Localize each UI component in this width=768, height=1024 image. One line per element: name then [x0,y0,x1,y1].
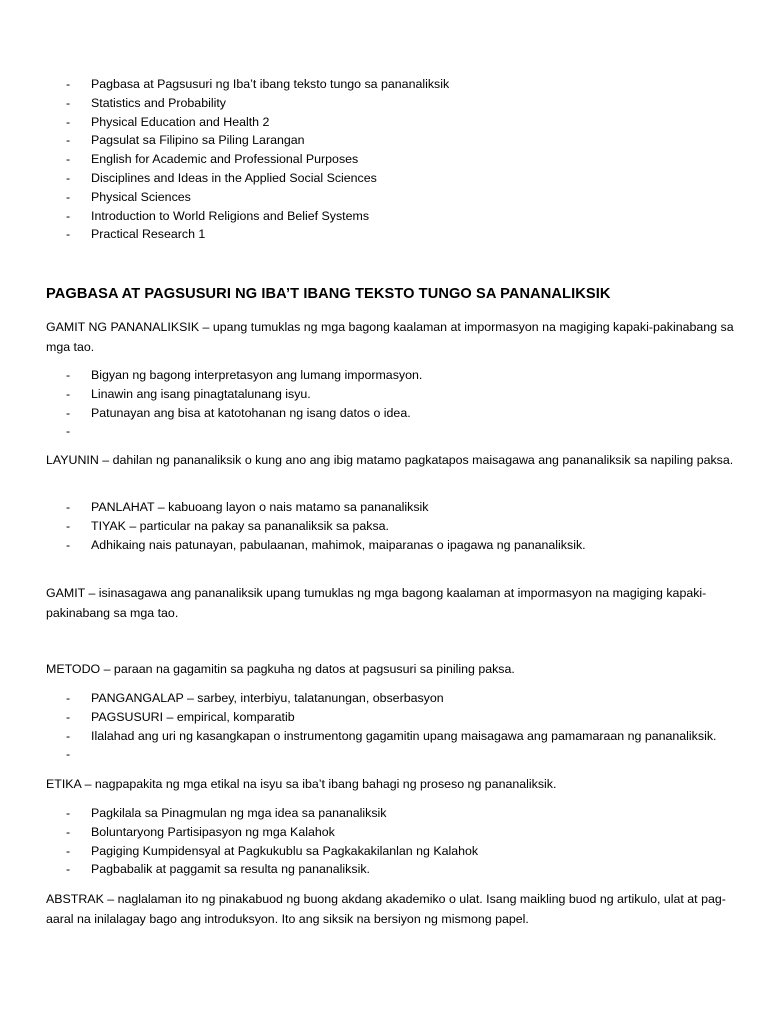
gamit-ng-pananaliksik-list [0,366,768,441]
list-item: - Pagsulat sa Filipino sa Piling Larangan [66,133,305,148]
list-item: - Boluntaryong Partisipasyon ng mga Kalahok [66,824,335,839]
list-item: - [66,747,71,762]
list-item: - Physical Sciences [66,189,191,204]
metodo-list [0,689,768,764]
list-item: - PAGSUSURI – empirical, komparatib [66,709,295,724]
list-item: - Bigyan ng bagong interpretasyon ang lumang impormasyon. [66,368,423,382]
list-item: - TIYAK – particular na pakay sa pananaliksik sa paksa. [66,518,389,533]
gamit-paragraph: GAMIT – isinasagawa ang pananaliksik upang tumuklas ng mga bagong kaalaman at impormasyon na magiging kapaki-pakinabang sa mga tao. [46,586,707,620]
list-item: - Pagbabalik at paggamit sa resulta ng pananaliksik. [66,862,370,877]
list-item: - Patunayan ang bisa at katotohanan ng isang datos o idea. [66,405,411,420]
etika-list [0,804,768,879]
etika-paragraph: ETIKA – nagpapakita ng mga etikal na isyu sa iba’t ibang bahagi ng proseso ng pananaliksik. [46,777,557,791]
list-item: - Pagkilala sa Pinagmulan ng mga idea sa pananaliksik [66,806,387,820]
list-item: - Statistics and Probability [66,95,226,110]
list-item: - Physical Education and Health 2 [66,114,270,129]
layunin-paragraph: LAYUNIN – dahilan ng pananaliksik o kung ano ang ibig matamo pagkatapos maisagawa ang pananaliksik sa napiling paksa. [46,453,734,467]
layunin-list [0,498,768,554]
list-item: - Pagbasa at Pagsusuri ng Iba’t ibang teksto tungo sa pananaliksik [66,77,450,91]
list-item: - Ilalahad ang uri ng kasangkapan o instrumentong gagamitin upang maisagawa ang pamamaraan ng pananaliksik. [66,728,717,743]
list-item: - Pagiging Kumpidensyal at Pagkukublu sa Pagkakakilanlan ng Kalahok [66,843,479,858]
list-item: - Disciplines and Ideas in the Applied Social Sciences [66,170,377,185]
list-item: - Practical Research 1 [66,227,206,242]
list-item: - PANGANGALAP – sarbey, interbiyu, talatanungan, obserbasyon [66,691,444,705]
list-item: - Linawin ang isang pinagtatalunang isyu. [66,386,311,401]
list-item: - [66,424,71,439]
list-item: - English for Academic and Professional Purposes [66,152,359,167]
gamit-ng-pananaliksik-paragraph: GAMIT NG PANANALIKSIK – upang tumuklas ng mga bagong kaalaman at impormasyon na magiging kapaki-pakinabang sa mga tao. [46,320,734,354]
list-item: - Adhikaing nais patunayan, pabulaanan, mahimok, maiparanas o ipagawa ng pananaliksik. [66,537,586,552]
subject-list [0,75,768,244]
list-item: - PANLAHAT – kabuoang layon o nais matamo sa pananaliksik [66,500,429,514]
section-heading: PAGBASA AT PAGSUSURI NG IBA’T IBANG TEKSTO TUNGO SA PANANALIKSIK [46,286,611,302]
abstrak-paragraph: ABSTRAK – naglalaman ito ng pinakabuod ng buong akdang akademiko o ulat. Isang maikling buod ng artikulo, ulat at pag-aaral na inilalagay bago ang introduksyon. Ito ang siksik na bersiyon ng mismong papel. [46,892,726,926]
list-item: - Introduction to World Religions and Belief Systems [66,208,370,223]
metodo-paragraph: METODO – paraan na gagamitin sa pagkuha ng datos at pagsusuri sa piniling paksa. [46,662,515,676]
